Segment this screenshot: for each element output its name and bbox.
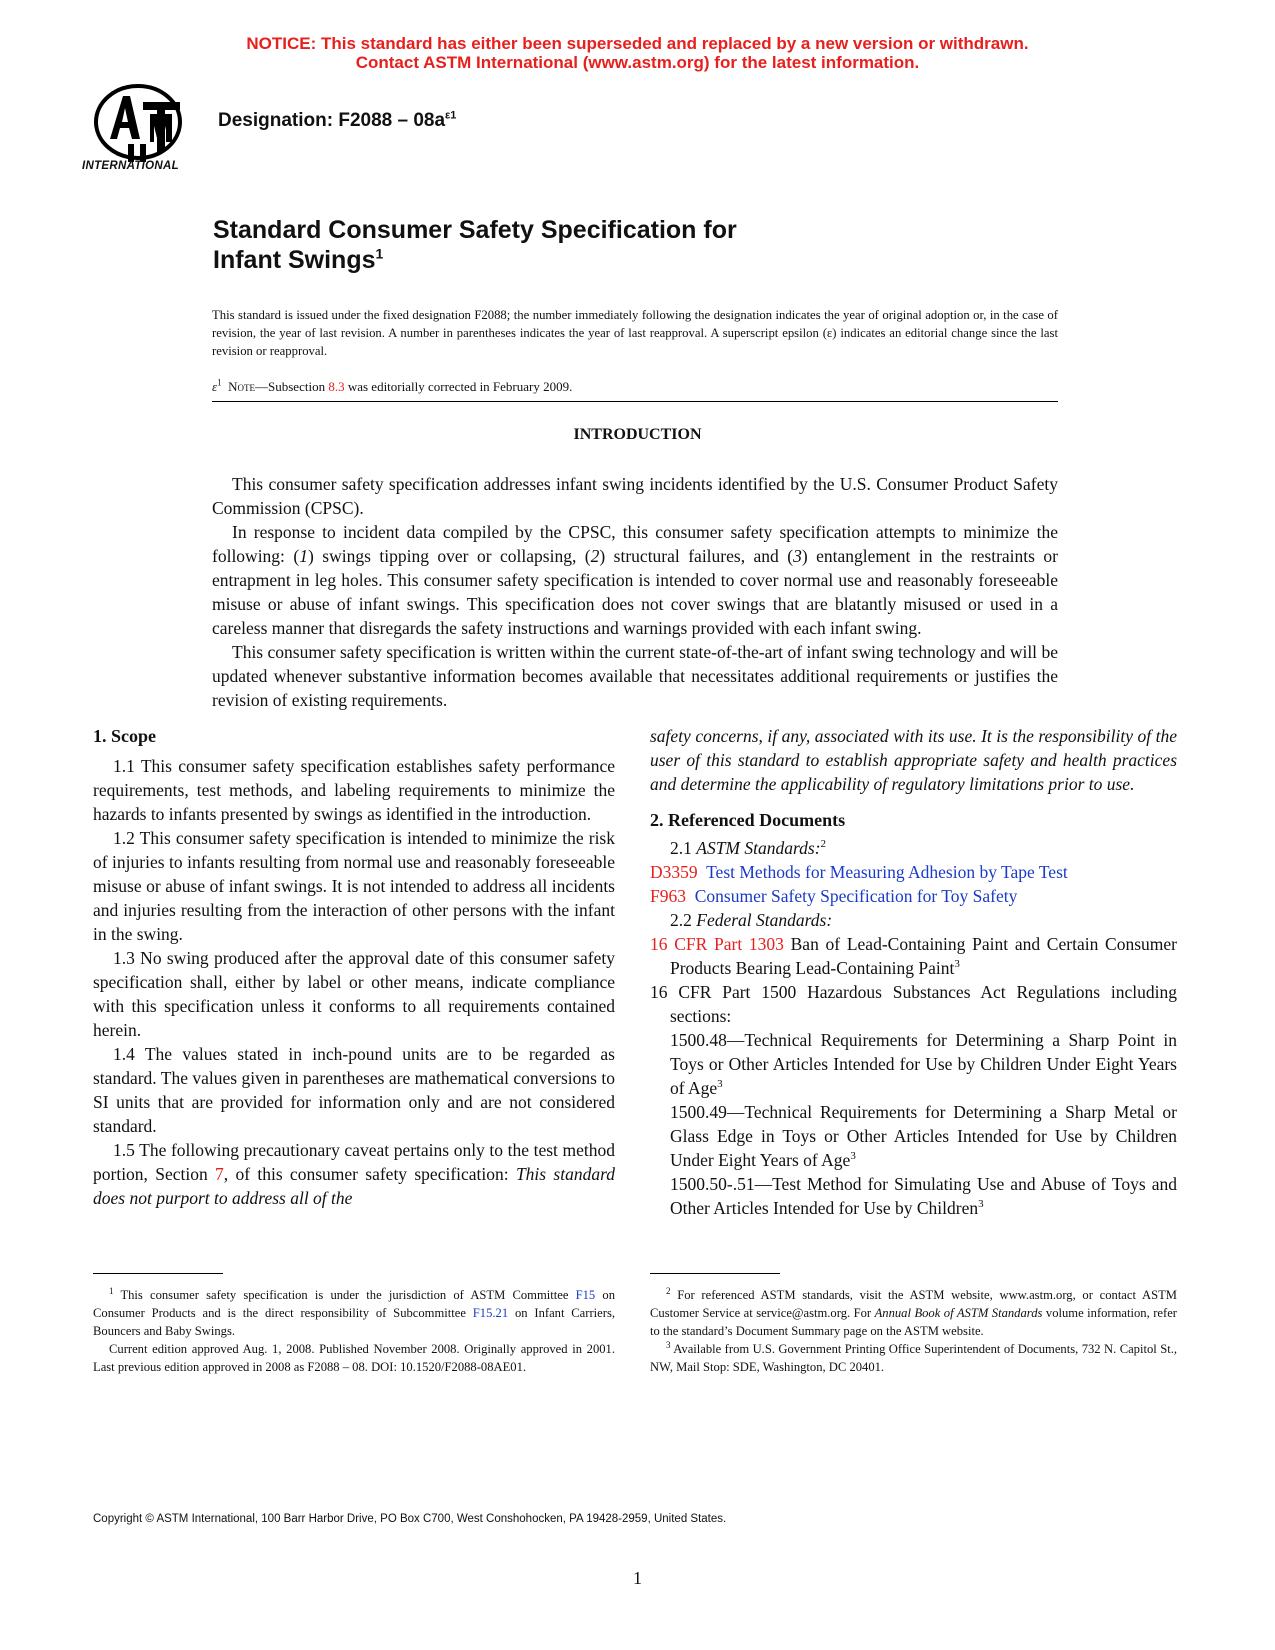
designation [218, 110, 456, 132]
intro-p2-d: ) entanglement in the restraints or entrapment in leg holes. This consumer safety specification is intended to cover normal use and reasonably foreseeable misuse or abuse of infant swings. This specification does not cover swings that are blatantly misused or used in a careless manner that disregards the safety instructions and warnings provided with each infant swing. [212, 546, 1059, 638]
sec-1500-50: 1500.50-.51—Test Method for Simulating Use and Abuse of Toys and Other Articles Intended for Use by Children [670, 1174, 1177, 1218]
footnote-2-sup: 2 [666, 1285, 671, 1296]
sec-1500-48-sup: 3 [717, 1078, 723, 1091]
astm-standards-label: ASTM Standards: [696, 838, 821, 858]
section-1-5 [93, 1138, 615, 1210]
intro-paragraph-3: This consumer safety specification is written within the current state-of-the-art of infant swing technology and will be updated whenever substantive information becomes available that necessitates additional requirements or justifies the revision of existing requirements. [212, 642, 1058, 710]
section-1-4: 1.4 The values stated in inch-pound units are to be regarded as standard. The values given in parentheses are mathematical conversions to SI units that are provided for information only and are not considered standard. [93, 1044, 615, 1136]
ref-1500-50 [650, 1172, 1177, 1220]
footnote-2-a: For referenced ASTM standards, visit the ASTM website, www.astm.org, or contact ASTM Customer Service at service@astm.org. For [650, 1288, 1177, 1320]
footnotes-right [650, 1286, 1177, 1376]
editorial-note [212, 379, 572, 395]
section-2-1 [650, 836, 1177, 860]
sec-1500-48: 1500.48—Technical Requirements for Determining a Sharp Point in Toys or Other Articles Intended for Use by Children Under Eight Years of Age [670, 1030, 1177, 1098]
copyright: Copyright © ASTM International, 100 Barr Harbor Drive, PO Box C700, West Conshohocken, PA 19428-2959, United States. [93, 1513, 727, 1525]
footnote-3-text: Available from U.S. Government Printing Office Superintendent of Documents, 732 N. Capitol St., NW, Mail Stop: SDE, Washington, DC 20401. [650, 1342, 1177, 1374]
f963-link[interactable]: F963 [650, 886, 686, 906]
designation-sup: ε1 [445, 109, 457, 122]
footnote-1 [93, 1286, 615, 1340]
ref-1500-49 [650, 1100, 1177, 1172]
intro-paragraph-1: This consumer safety specification addresses infant swing incidents identified by the U.S. Consumer Product Safety Commission (CPSC). [212, 474, 1058, 518]
sec-1500-49-sup: 3 [850, 1150, 856, 1163]
footnote-1-edition: Current edition approved Aug. 1, 2008. Published November 2008. Originally approved in 2001. Last previous edition approved in 2008 as F2088 – 08. DOI: 10.1520/F2088-08AE01. [93, 1342, 615, 1374]
intro-num-3: 3 [793, 546, 802, 566]
committee-f15-link[interactable]: F15 [575, 1288, 596, 1302]
astm-logo [82, 84, 198, 184]
intro-p2-a: In response to incident data compiled by the CPSC, this consumer safety specification attempts to minimize the following: ( [212, 522, 1058, 566]
footnotes-left [93, 1286, 615, 1376]
section-1-5-caveat: This standard does not purport to address all of the [93, 1164, 615, 1208]
title-line-1: Standard Consumer Safety Specification for [213, 216, 737, 244]
title-footnote-ref: 1 [375, 245, 384, 262]
footnote-2 [650, 1286, 1177, 1340]
footnote-1-sup: 1 [109, 1285, 114, 1296]
intro-paragraph-2 [212, 520, 1058, 640]
epsilon-symbol: ε [212, 379, 218, 394]
designation-label: Designation: F2088 – 08a [218, 110, 446, 131]
cfr-1303-sup: 3 [954, 958, 960, 971]
subcommittee-f15-21-link[interactable]: F15.21 [472, 1306, 509, 1320]
footnote-2-b: volume information, refer to the standard’s Document Summary page on the ASTM website. [650, 1306, 1177, 1338]
sec-1500-50-sup: 3 [978, 1198, 984, 1211]
cfr-1303-title: Ban of Lead-Containing Paint and Certain Consumer Products Bearing Lead-Containing Paint [670, 934, 1177, 978]
page-number: 1 [633, 1568, 642, 1588]
footnote-rule-right [650, 1273, 780, 1274]
scope-heading: 1. Scope [93, 726, 156, 746]
intro-p2-c: ) structural failures, and ( [599, 546, 794, 566]
referenced-documents-heading: 2. Referenced Documents [650, 810, 846, 830]
section-1-3: 1.3 No swing produced after the approval date of this consumer safety specification shall, either by label or other means, indicate compliance with this specification unless it conforms to all requirements contained herein. [93, 948, 615, 1040]
section-1-5-pre: 1.5 The following precautionary caveat pertains only to the test method portion, Section [93, 1140, 615, 1184]
note-post: was editorially corrected in February 2009. [344, 379, 573, 394]
footnote-rule-left [93, 1273, 223, 1274]
note-pre: —Subsection [255, 379, 329, 394]
section-2-2-num: 2.2 [670, 910, 697, 930]
section-2-2 [650, 908, 1177, 932]
section-1-1: 1.1 This consumer safety specification establishes safety performance requirements, test methods, and labeling requirements to minimize the hazards to infants presented by swings as identified in the introduction. [93, 756, 615, 824]
notice-line-1: NOTICE: This standard has either been superseded and replaced by a new version or withdrawn. [246, 34, 1029, 53]
d3359-title-link[interactable]: Test Methods for Measuring Adhesion by Tape Test [706, 862, 1068, 882]
ref-cfr-1303 [650, 932, 1177, 980]
footnote-3-sup: 3 [666, 1339, 671, 1350]
section-1-5-mid: , of this consumer safety specification: [223, 1164, 516, 1184]
subsection-8-3-link[interactable]: 8.3 [328, 379, 345, 394]
intro-num-2: 2 [590, 546, 600, 566]
ref-d3359 [650, 860, 1177, 884]
caveat-continuation: safety concerns, if any, associated with its use. It is the responsibility of the user of this standard to establish appropriate safety and health practices and determine the applicability of regulatory limitations prior to use. [650, 726, 1177, 794]
logo-subtext: INTERNATIONAL [82, 160, 179, 172]
cfr-1303-link[interactable]: 16 CFR Part 1303 [650, 934, 784, 954]
notice-line-2: Contact ASTM International (www.astm.org) for the latest information. [355, 53, 920, 72]
section-1-2: 1.2 This consumer safety specification is intended to minimize the risk of injuries to infants resulting from normal use and reasonably foreseeable misuse or abuse of infant swings. It is not intended to address all incidents and injuries resulting from the interaction of other persons with the infant in the swing. [93, 828, 615, 944]
introduction-heading: INTRODUCTION [573, 426, 702, 443]
right-column [650, 724, 1177, 1220]
left-column [93, 724, 615, 1210]
footnote-1-b: on Consumer Products and is the direct responsibility of Subcommittee [93, 1288, 615, 1320]
footnote-3 [650, 1340, 1177, 1376]
footnote-1-c: on Infant Carriers, Bouncers and Baby Swings. [93, 1306, 615, 1338]
issue-statement: This standard is issued under the fixed designation F2088; the number immediately following the designation indicates the year of original adoption or, in the case of revision, the year of last revision. A number in parentheses indicates the year of last reapproval. A superscript epsilon (ε) indicates an editorial change since the last revision or reapproval. [212, 308, 1058, 358]
note-label: Note [228, 379, 256, 394]
astm-standards-sup: 2 [820, 838, 827, 851]
introduction-body [212, 472, 1058, 712]
notice-banner [0, 34, 1275, 72]
footnote-2-italic: Annual Book of ASTM Standards [874, 1306, 1043, 1320]
section-7-link[interactable]: 7 [215, 1164, 224, 1184]
d3359-link[interactable]: D3359 [650, 862, 698, 882]
sec-1500-49: 1500.49—Technical Requirements for Determining a Sharp Metal or Glass Edge in Toys or Other Articles Intended for Use by Children Under Eight Years of Age [670, 1102, 1177, 1170]
divider-rule [212, 401, 1058, 402]
epsilon-sup: 1 [217, 377, 222, 388]
intro-num-1: 1 [299, 546, 308, 566]
document-title [213, 215, 737, 275]
federal-standards-label: Federal Standards: [696, 910, 833, 930]
ref-cfr-1500: 16 CFR Part 1500 Hazardous Substances Act Regulations including sections: [650, 982, 1177, 1026]
f963-title-link[interactable]: Consumer Safety Specification for Toy Safety [694, 886, 1018, 906]
title-line-2: Infant Swings [213, 246, 376, 274]
ref-f963 [650, 884, 1177, 908]
ref-1500-48 [650, 1028, 1177, 1100]
section-2-1-num: 2.1 [670, 838, 697, 858]
intro-p2-b: ) swings tipping over or collapsing, ( [307, 546, 591, 566]
footnote-1-a: This consumer safety specification is under the jurisdiction of ASTM Committee [113, 1288, 576, 1302]
